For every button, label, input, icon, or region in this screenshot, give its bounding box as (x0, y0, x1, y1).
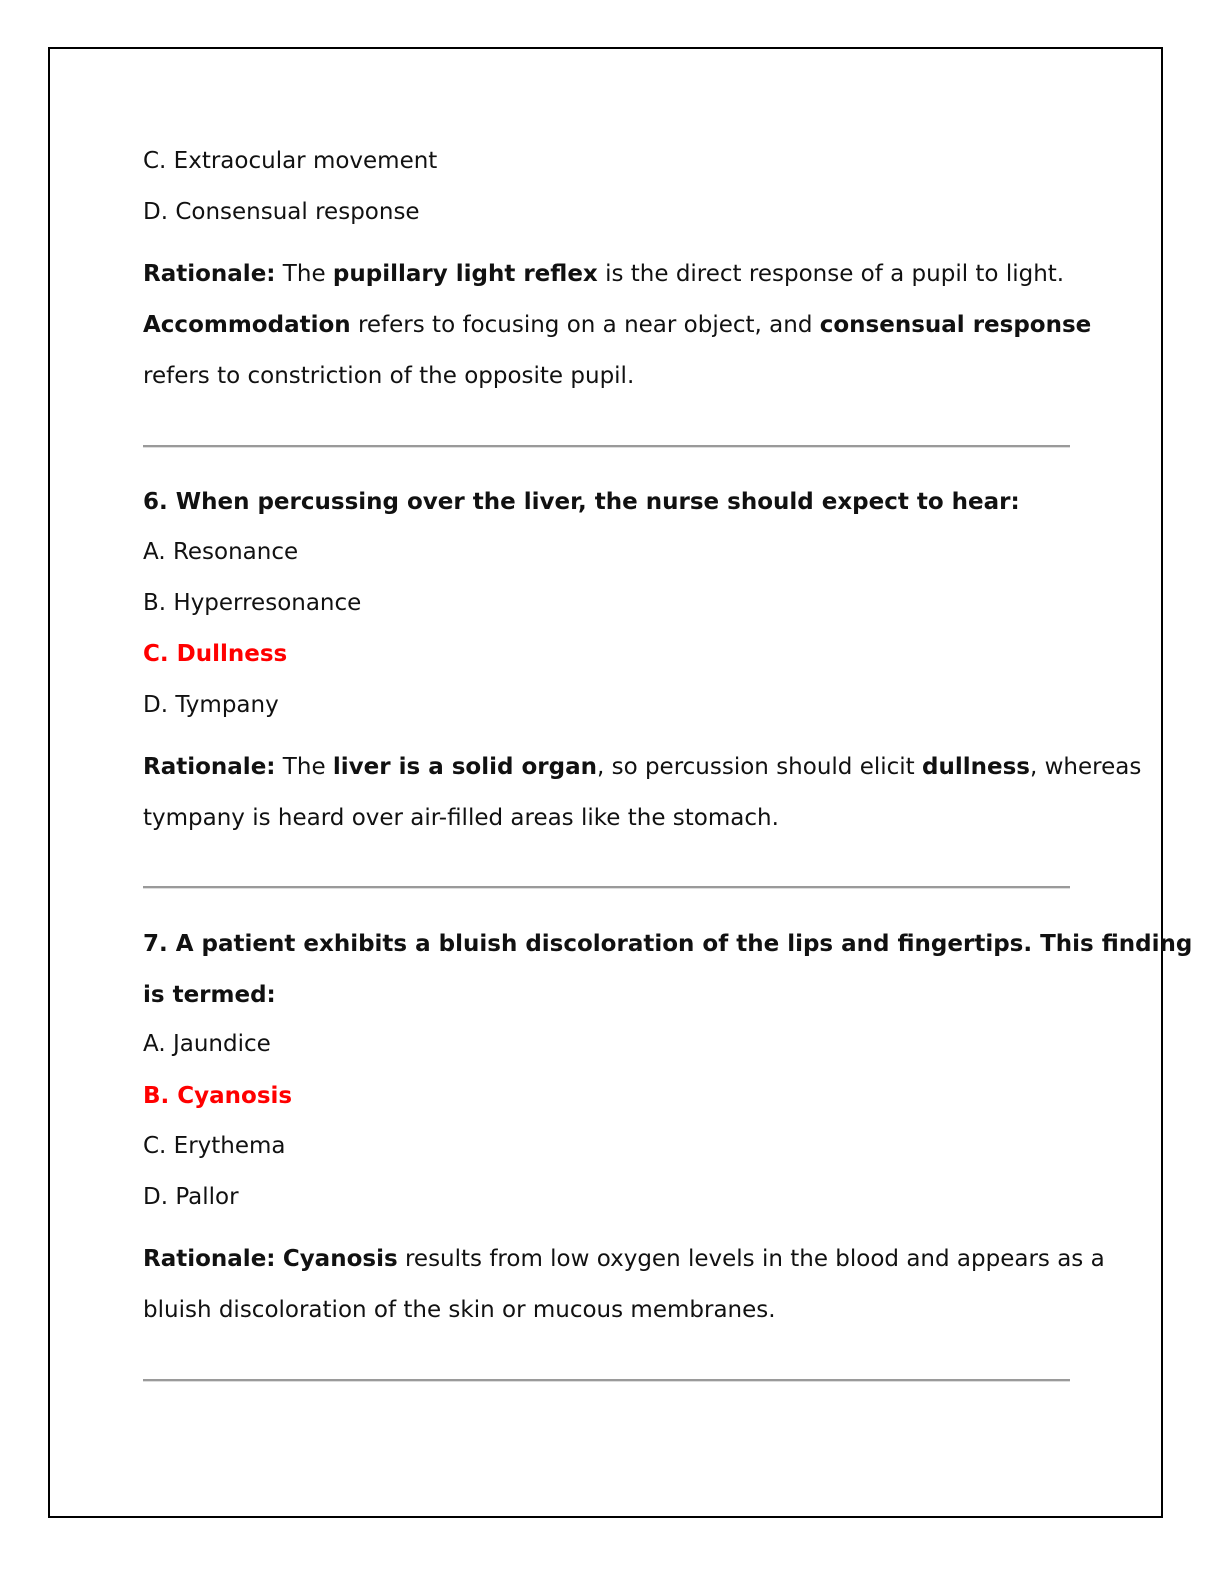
rationale-text: The (275, 261, 333, 287)
q6-rationale-line1 (143, 752, 1141, 782)
section-divider (143, 1379, 1070, 1381)
q7-question-line2: is termed: (143, 982, 276, 1008)
q6-option-a: A. Resonance (143, 539, 299, 565)
q5-option-d: D. Consensual response (143, 199, 420, 225)
section-divider (143, 445, 1070, 447)
q6-option-c-correct: C. Dullness (143, 641, 288, 667)
q6-question: 6. When percussing over the liver, the nurse should expect to hear: (143, 489, 1020, 515)
q5-rationale-line3: refers to constriction of the opposite pupil. (143, 363, 635, 389)
rationale-keyword: Cyanosis (282, 1246, 398, 1272)
q5-rationale-line1 (143, 259, 1064, 289)
q7-option-a: A. Jaundice (143, 1031, 271, 1057)
q7-option-c: C. Erythema (143, 1133, 286, 1159)
q6-option-b: B. Hyperresonance (143, 590, 362, 616)
rationale-text: , whereas (1029, 754, 1142, 780)
rationale-text: is the direct response of a pupil to light. (597, 261, 1065, 287)
rationale-keyword: Accommodation (143, 312, 351, 338)
rationale-keyword: consensual response (819, 312, 1092, 338)
rationale-label: Rationale: (143, 261, 276, 287)
q7-rationale-line2: bluish discoloration of the skin or mucous membranes. (143, 1297, 776, 1323)
rationale-label: Rationale: (143, 754, 276, 780)
q5-option-c: C. Extraocular movement (143, 148, 438, 174)
q7-option-b-correct: B. Cyanosis (143, 1083, 293, 1109)
rationale-text: refers to focusing on a near object, and (350, 312, 820, 338)
q7-rationale-line1 (143, 1244, 1105, 1274)
section-divider (143, 886, 1070, 888)
q6-rationale-line2: tympany is heard over air-filled areas like the stomach. (143, 805, 779, 831)
q7-option-d: D. Pallor (143, 1184, 239, 1210)
rationale-keyword: pupillary light reflex (332, 261, 598, 287)
rationale-label: Rationale: (143, 1246, 276, 1272)
rationale-text: results from low oxygen levels in the blood and appears as a (397, 1246, 1105, 1272)
rationale-text: The (275, 754, 333, 780)
rationale-keyword: dullness (922, 754, 1030, 780)
rationale-text: , so percussion should elicit (596, 754, 923, 780)
q7-question-line1: 7. A patient exhibits a bluish discoloration of the lips and fingertips. This finding (143, 931, 1193, 957)
q5-rationale-line2 (143, 310, 1091, 340)
rationale-keyword: liver is a solid organ (332, 754, 597, 780)
q6-option-d: D. Tympany (143, 692, 279, 718)
